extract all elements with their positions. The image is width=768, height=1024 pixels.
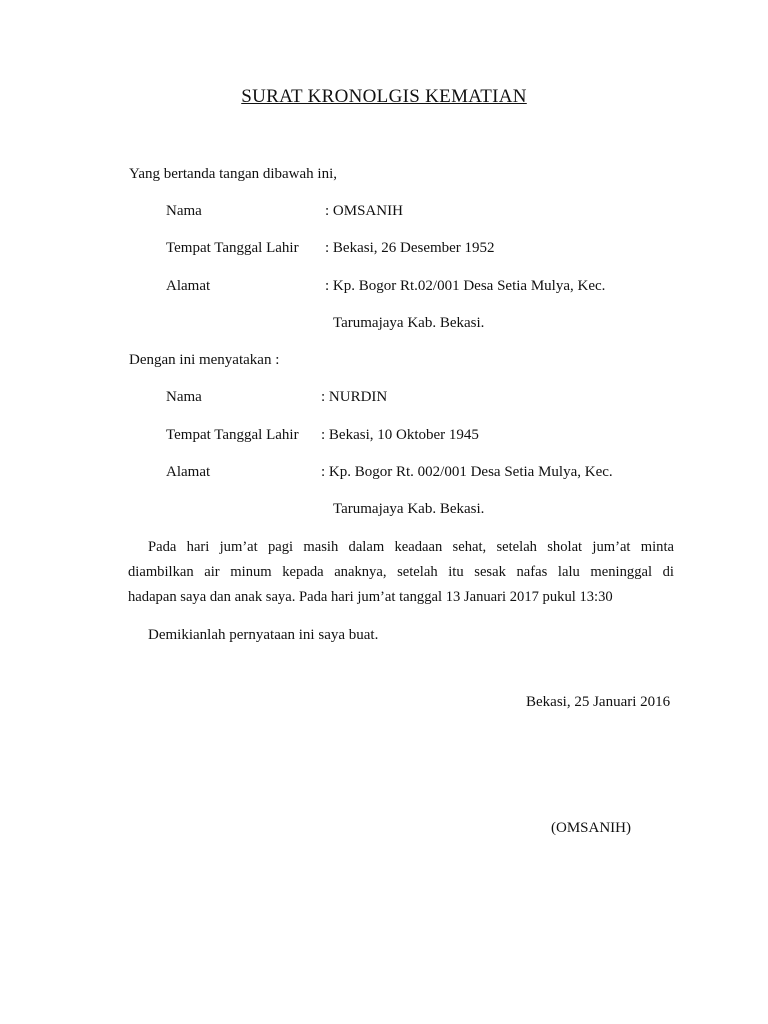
narrative-line: diambilkan air minum kepada anaknya, setelah itu sesak nafas lalu meninggal di	[128, 564, 674, 580]
signer-address-value-1: : Kp. Bogor Rt.02/001 Desa Setia Mulya, Kec.	[325, 278, 606, 294]
closing-text: Demikianlah pernyataan ini saya buat.	[148, 627, 379, 643]
narrative-line: hadapan saya dan anak saya. Pada hari jum’at tanggal 13 Januari 2017 pukul 13:30	[128, 589, 613, 605]
signer-birth-value: : Bekasi, 26 Desember 1952	[325, 240, 495, 256]
letter-title: SURAT KRONOLGIS KEMATIAN	[241, 86, 527, 107]
narrative-paragraph	[128, 535, 674, 610]
signer-name-label: Nama	[166, 203, 202, 219]
narrative-line: Pada hari jum’at pagi masih dalam keadaan sehat, setelah sholat jum’at minta	[148, 539, 674, 555]
deceased-address-value-1: : Kp. Bogor Rt. 002/001 Desa Setia Mulya, Kec.	[321, 464, 613, 480]
intro-text: Yang bertanda tangan dibawah ini,	[129, 166, 338, 182]
deceased-name-value: : NURDIN	[321, 389, 388, 405]
signature-name: (OMSANIH)	[551, 820, 631, 836]
deceased-birth-label: Tempat Tanggal Lahir	[166, 427, 299, 443]
deceased-address-value-2: Tarumajaya Kab. Bekasi.	[333, 501, 485, 517]
signer-birth-label: Tempat Tanggal Lahir	[166, 240, 299, 256]
deceased-address-label: Alamat	[166, 464, 211, 480]
signer-address-label: Alamat	[166, 278, 211, 294]
place-date: Bekasi, 25 Januari 2016	[526, 694, 671, 710]
signer-name-value: : OMSANIH	[325, 203, 403, 219]
deceased-birth-value: : Bekasi, 10 Oktober 1945	[321, 427, 479, 443]
signer-address-value-2: Tarumajaya Kab. Bekasi.	[333, 315, 485, 331]
statement-intro: Dengan ini menyatakan :	[129, 352, 280, 368]
deceased-name-label: Nama	[166, 389, 202, 405]
